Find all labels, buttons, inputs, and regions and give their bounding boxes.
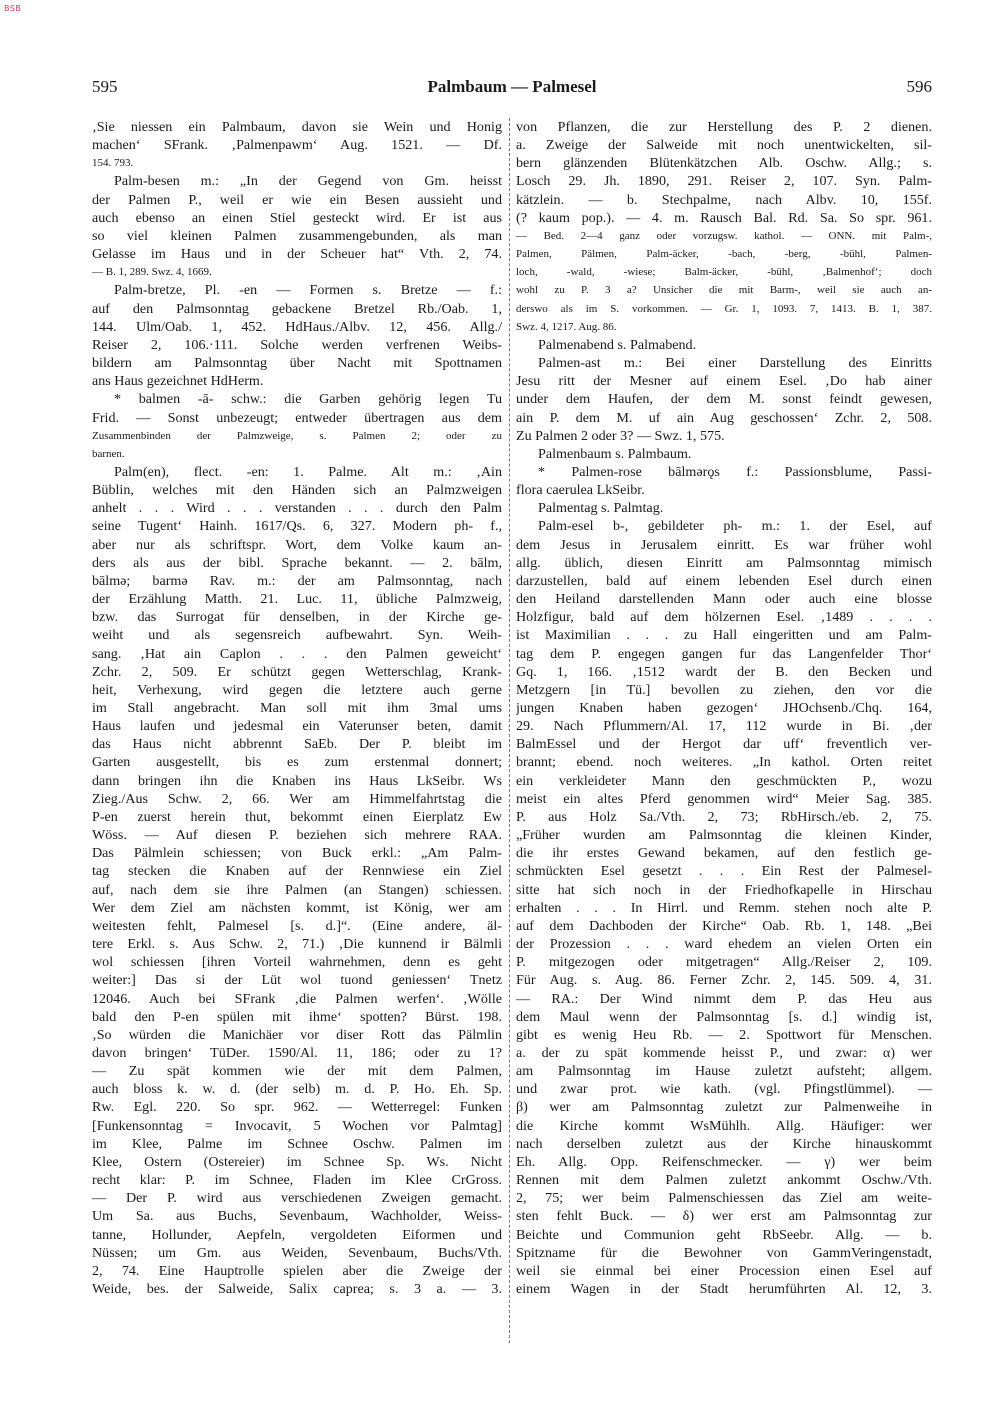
text-line: auf, nach dem sie ihre Palmen (an Stangen) schiessen. [92,881,502,898]
text-line: im Klee, Palme im Schnee Oschw. Palmen im [92,1135,502,1152]
text-line: bald den P-en spülen mit ihme‘ spotten? Bürst. 198. [92,1008,502,1025]
text-line: ‚So würden die Manichäer vor diser Rott das Pälmlin [92,1026,502,1043]
text-line: Losch 29. Jh. 1890, 291. Reiser 2, 107. Syn. Palm- [516,173,932,190]
text-line: recht klar: P. im Schnee, Fladen im Klee CrGross. [92,1172,502,1189]
text-line: under dem Haufen, der dem M. sonst feindt gewesen, [516,391,932,408]
text-line: ans Haus gezeichnet HdHerm. [92,373,264,390]
text-line: so viel kleinen Palmen zusammengebunden, als man [92,227,502,244]
text-line: der Erzählung Matth. 21. Luc. 11, übliche Palmzweig, [92,591,502,608]
text-line: Jesu ritt der Mesner auf einem Esel. ‚Do hab ainer [516,373,932,390]
text-line: ‚Sie niessen ein Palmbaum, davon sie Wein und Honig [92,119,502,135]
text-line: seine Tugent‘ Hainh. 1617/Qs. 6, 327. Modern ph- f., [92,518,502,535]
text-line: * balmen -ā- schw.: die Garben gehörig legen Tu [114,391,502,408]
text-line: Büblin, welches mit den Händen sich an Palmzweigen [92,482,502,499]
text-line: anhelt . . . Wird . . . verstanden . . . durch den Palm [92,500,502,517]
text-line: darzustellen, bald auf einem lebenden Esel durch einen [516,572,932,589]
text-line: [Funkensonntag = Invocavit, 5 Wochen vor Palmtag] [92,1117,502,1134]
text-line: Zusammenbinden der Palmzweige, s. Palmen 2; oder zu [92,429,502,442]
text-line: loch, -wald, -wiese; Balm-äcker, -bühl, ‚Balmenhof‘; doch [516,266,932,279]
text-line: bālmə; barmə Rav. m.: der am Palmsonntag, nach [92,572,502,589]
text-line: Das Pälmlein schiessen; von Buck erkl.: „Am Palm- [92,845,502,862]
text-line: bildern am Palmsonntag über Nacht mit Spottnamen [92,355,502,372]
text-line: Spitzname für die Bewohner von GammVeringenstadt, [516,1244,932,1261]
text-line: heit, Verhexung, wird gegen die letztere auch gerne [92,681,502,698]
text-line: sang. ‚Hat ain Caplon . . . den Palmen geweicht‘ [92,645,502,662]
text-line: sten fehlt Buck. — δ) wer erst am Palmsonntag zur [516,1208,932,1225]
text-line: Gelasse im Haus und in der Scheuer hat“ Vth. 2, 74. [92,246,502,263]
text-line: — Bed. 2—4 ganz oder vorzugsw. kathol. — ONN. mit Palm-, [516,229,932,242]
text-line: die Kirche kommt WsMühlh. Allg. Häufiger: wer [516,1117,932,1134]
text-line: weiter:] Das si der Lüt wol tuond geniessen‘ Tnetz [92,972,502,989]
text-line: Metzgern [in Tü.] bevollen zu ziehen, den vor die [516,681,932,698]
text-line: und zwar prot. wie kath. (vgl. Pfingstlümmel). — [516,1081,932,1098]
text-line: wohl zu P. 3 a? Unsicher die mit Barm-, weil sie auch an- [516,284,932,297]
text-line: — RA.: Der Wind nimmt dem P. das Heu aus [516,990,932,1007]
text-line: 2, 74. Eine Hauptrolle spielen aber die Zweige der [92,1262,502,1279]
text-line: dem Maul wenn der Palmsonntag [s. d.] windig ist, [516,1008,932,1025]
page-header [92,75,932,103]
text-line: die ihr erstes Gewand bekamen, auf den festlich ge- [516,845,932,862]
text-line: BalmEssel und der Hergot dar uff‘ freventlich ver- [516,736,932,753]
text-line: P. mitgezogen oder mitgetragen“ Allg./Reiser 2, 109. [516,954,932,971]
text-line: tanne, Hollunder, Aepfeln, vergoldeten Eiformen und [92,1226,502,1243]
text-line: weil sie einmal bei einer Procession einen Esel auf [516,1262,932,1279]
text-line: (? kaum pop.). — 4. m. Rausch Bal. Rd. Sa. So spr. 961. [516,209,932,226]
text-line: Wöss. — Auf diesen P. beziehen sich mehrere RAA. [92,827,502,844]
text-line: bzw. das Surrogat für denselben, in der Kirche ge- [92,609,502,626]
text-line: Nüssen; um Gm. aus Weiden, Sevenbaum, Buchs/Vth. [92,1244,502,1261]
text-line: Rw. Egl. 220. So spr. 962. — Wetterregel: Funken [92,1099,502,1116]
text-line: Um Sa. aus Buchs, Sevenbaum, Wachholder, Weiss- [92,1208,502,1225]
text-line: Zieg./Aus Schw. 2, 66. Wer am Himmelfahrtstag die [92,790,502,807]
text-line: kätzlein. — b. Stechpalme, nach Albv. 10, 155f. [516,191,932,208]
text-line: Wer dem Ziel am nächsten kommt, ist König, wer am [92,899,502,916]
text-line: Garten ausgestellt, bis es zum erstenmal donnert; [92,754,502,771]
text-line: Frid. — Sonst unbezeugt; entweder übertragen aus dem [92,409,502,426]
text-line: tag stecken die Knaben auf der Rennwiese ein Ziel [92,863,502,880]
text-line: 2, 75; wer beim Palmenschiessen das Ziel am weite- [516,1190,932,1207]
text-line: brannt; ebend. noch weiteres. „In kathol. Orten reitet [516,754,932,771]
text-line: bern glänzenden Blütenkätzchen Alb. Oschw. Allg.; s. [516,155,932,172]
text-line: auch ebenso an einen Stiel gesteckt wird. Er ist aus [92,209,502,226]
text-line: 154. 793. [92,157,134,170]
text-line: weitesten fehlt, Palmesel [s. d.]“. (Eine andere, äl- [92,917,502,934]
right-column [516,118,932,1348]
text-line: gibt es wenig Heu Rb. — 2. Spottwort für Menschen. [516,1026,932,1043]
text-line: 144. Ulm/Oab. 1, 452. HdHaus./Albv. 12, 456. Allg./ [92,318,502,335]
text-line: „Früher wurden am Palmsonntag die kleinen Kinder, [516,827,932,844]
text-line: weiht und als segensreich aufbewahrt. Syn. Weih- [92,627,502,644]
text-line: jungen Knaben haben gezogen‘ JHOchsenb./Chq. 164, [516,700,932,716]
text-line: — Der P. wird aus verschiedenen Zweigen gemacht. [92,1190,502,1207]
text-line: nach derselben zuletzt aus der Kirche hinauskommt [516,1135,932,1152]
text-line: ain P. dem M. uf ain Aug geschossen‘ Zchr. 2, 508. [516,409,932,426]
text-line: das Haus nicht abbrennt SaEb. Der P. bleibt im [92,736,502,753]
text-line: Rennen mit dem Palmen zuletzt ankommt Oschw./Vth. [516,1172,932,1189]
text-line: Palmenabend s. Palmabend. [538,336,697,353]
text-line: Palm-bretze, Pl. -en — Formen s. Bretze — f.: [114,282,502,299]
text-line: Swz. 4, 1217. Aug. 86. [516,320,617,333]
text-line: ein verkleideter Mann den geschmückten P., wozu [516,772,932,789]
text-line: a. der zu spät kommende heisst P., und zwar: α) wer [516,1044,932,1061]
text-line: Für Aug. s. Aug. 86. Ferner Zchr. 2, 145. 509. 4, 31. [516,972,932,989]
text-line: auch bloss k. w. d. (der selb) m. d. P. Ho. Eh. Sp. [92,1081,502,1098]
text-line: meist ein altes Pferd genommen wird“ Meier Sag. 385. [516,790,932,807]
text-line: aber nur als schriftspr. Wort, dem Volke kaum an- [92,536,502,553]
text-line: auf dem Dachboden der Kirche“ Oab. Rb. 1, 148. „Bei [516,917,932,934]
text-line: P. aus Holz Sa./Vth. 2, 73; RbHirsch./eb. 2, 75. [516,808,932,825]
text-line: P-en zuerst herein thut, bekommt einen Eierplatz Ew [92,808,502,825]
text-line: 29. Nach Pflummern/Al. 17, 112 wurde in Bi. ‚der [516,718,932,735]
text-line: der Palmen P., weil er wie ein Besen aussieht und [92,191,502,208]
text-line: Haus laufen und jedesmal ein Vaterunser beten, damit [92,718,502,735]
text-line: barnen. [92,447,125,460]
text-line: dem Jesus in Jerusalem einritt. Es war früher wohl [516,536,932,553]
text-line: Palmen, Pälmen, Palm-äcker, -bach, -berg, -bühl, Palmen- [516,248,932,261]
text-line: Zu Palmen 2 oder 3? — Swz. 1, 575. [516,427,725,444]
left-column [92,118,502,1348]
page-number-right: 596 [906,77,932,96]
text-line: 12046. Auch bei SFrank ‚die Palmen werfen‘. ‚Wölle [92,990,502,1007]
text-line: ist Maximilian . . . zu Hall eingeritten und am Palm- [516,627,932,644]
text-line: einem Wagen in der Stadt herumführten Al. 12, 3. [516,1281,932,1297]
text-line: Palm(en), flect. -en: 1. Palme. Alt m.: ‚Ain [114,463,502,480]
text-line: Holzfigur, bald auf dem hölzernen Esel. ‚1489 . . . . [516,609,932,626]
text-line: β) wer am Palmsonntag zuletzt zur Palmenweihe in [516,1099,932,1116]
text-line: machen‘ SFrank. ‚Palmenpawm‘ Aug. 1521. — Df. [92,137,502,154]
text-line: Palm-besen m.: „In der Gegend von Gm. heisst [114,173,502,190]
text-line: tag dem P. engegen gangen fur das Langenfelder Thor‘ [516,645,932,662]
text-line: Zchr. 2, 509. Er schützt gegen Wetterschlag, Krank- [92,663,502,680]
text-line: ders als aus der bibl. Sprache bekannt. — 2. bālm, [92,554,502,571]
text-line: Palm-esel b-, gebildeter ph- m.: 1. der Esel, auf [538,518,932,535]
text-line: allg. üblich, diesen Einritt am Palmsonntag mimisch [516,554,932,571]
library-stamp: BSB [4,4,22,13]
text-line: am Palmsonntag im Hause zuletzt aufsteht; allgem. [516,1063,932,1080]
text-line: sitte hat sich noch in der Friedhofkapelle in Hirschau [516,881,932,898]
text-line: Reiser 2, 106.·111. Solche werden verfrenen Weibs- [92,336,502,353]
text-line: von Pflanzen, die zur Herstellung des P. 2 dienen. [516,119,932,135]
text-line: — B. 1, 289. Swz. 4, 1669. [92,266,212,279]
page-number-left: 595 [92,77,118,96]
text-line: — Zu spät kommen wie der mit dem Palmen, [92,1063,502,1080]
text-line: wol schiessen [ihren Vorteil wahrnehmen, denn es geht [92,954,502,971]
text-line: Palmentag s. Palmtag. [538,500,664,517]
text-line: Eh. Allg. Opp. Reifenschmecker. — γ) wer beim [516,1153,932,1170]
text-line: davon bringen‘ TüDer. 1590/Al. 11, 186; oder zu 1? [92,1044,502,1061]
running-title: Palmbaum — Palmesel [427,77,597,96]
text-line: erhalten . . . In Hirrl. und Remm. stehen noch alte P. [516,899,932,916]
column-divider [509,118,510,1343]
text-line: Klee, Ostern (Ostereier) im Schnee Sp. Ws. Nicht [92,1153,502,1170]
text-line: a. Zweige der Salweide mit noch unentwickelten, sil- [516,137,932,154]
text-line: den Heiland darstellenden Mann oder auch eine blosse [516,591,932,608]
text-line: im Stall angebracht. Man soll mit ihm 3mal ums [92,700,502,716]
text-line: Palmen-ast m.: Bei einer Darstellung des Einritts [538,355,932,372]
text-line: Beichte und Communion geht RbSeebr. Allg. — b. [516,1226,932,1243]
text-line: Weide, bes. der Salweide, Salix caprea; s. 3 a. — 3. [92,1281,502,1297]
text-line: auf den Palmsonntag gebackene Bretzel Rb./Oab. 1, [92,300,502,317]
text-line: Palmenbaum s. Palmbaum. [538,445,692,462]
text-line: tere Erkl. s. Aus Schw. 2, 71.) ‚Die kunnend ir Bälmli [92,936,502,953]
text-line: * Palmen-rose bālmərǫs f.: Passionsblume, Passi- [538,463,932,480]
text-line: flora caerulea LkSeibr. [516,482,645,499]
text-line: schmückten Esel gesetzt . . . Ein Rest der Palmesel- [516,863,932,880]
text-line: Gq. 1, 166. ‚1512 wardt der B. den Becken und [516,663,932,680]
text-line: dann bringen ihn die Knaben ins Haus LkSeibr. Ws [92,772,502,789]
text-line: der Prozession . . . ward ehedem an vielen Orten ein [516,936,932,953]
text-line: derswo als im S. vorkommen. — Gr. 1, 1093. 7, 1413. B. 1, 387. [516,302,932,315]
